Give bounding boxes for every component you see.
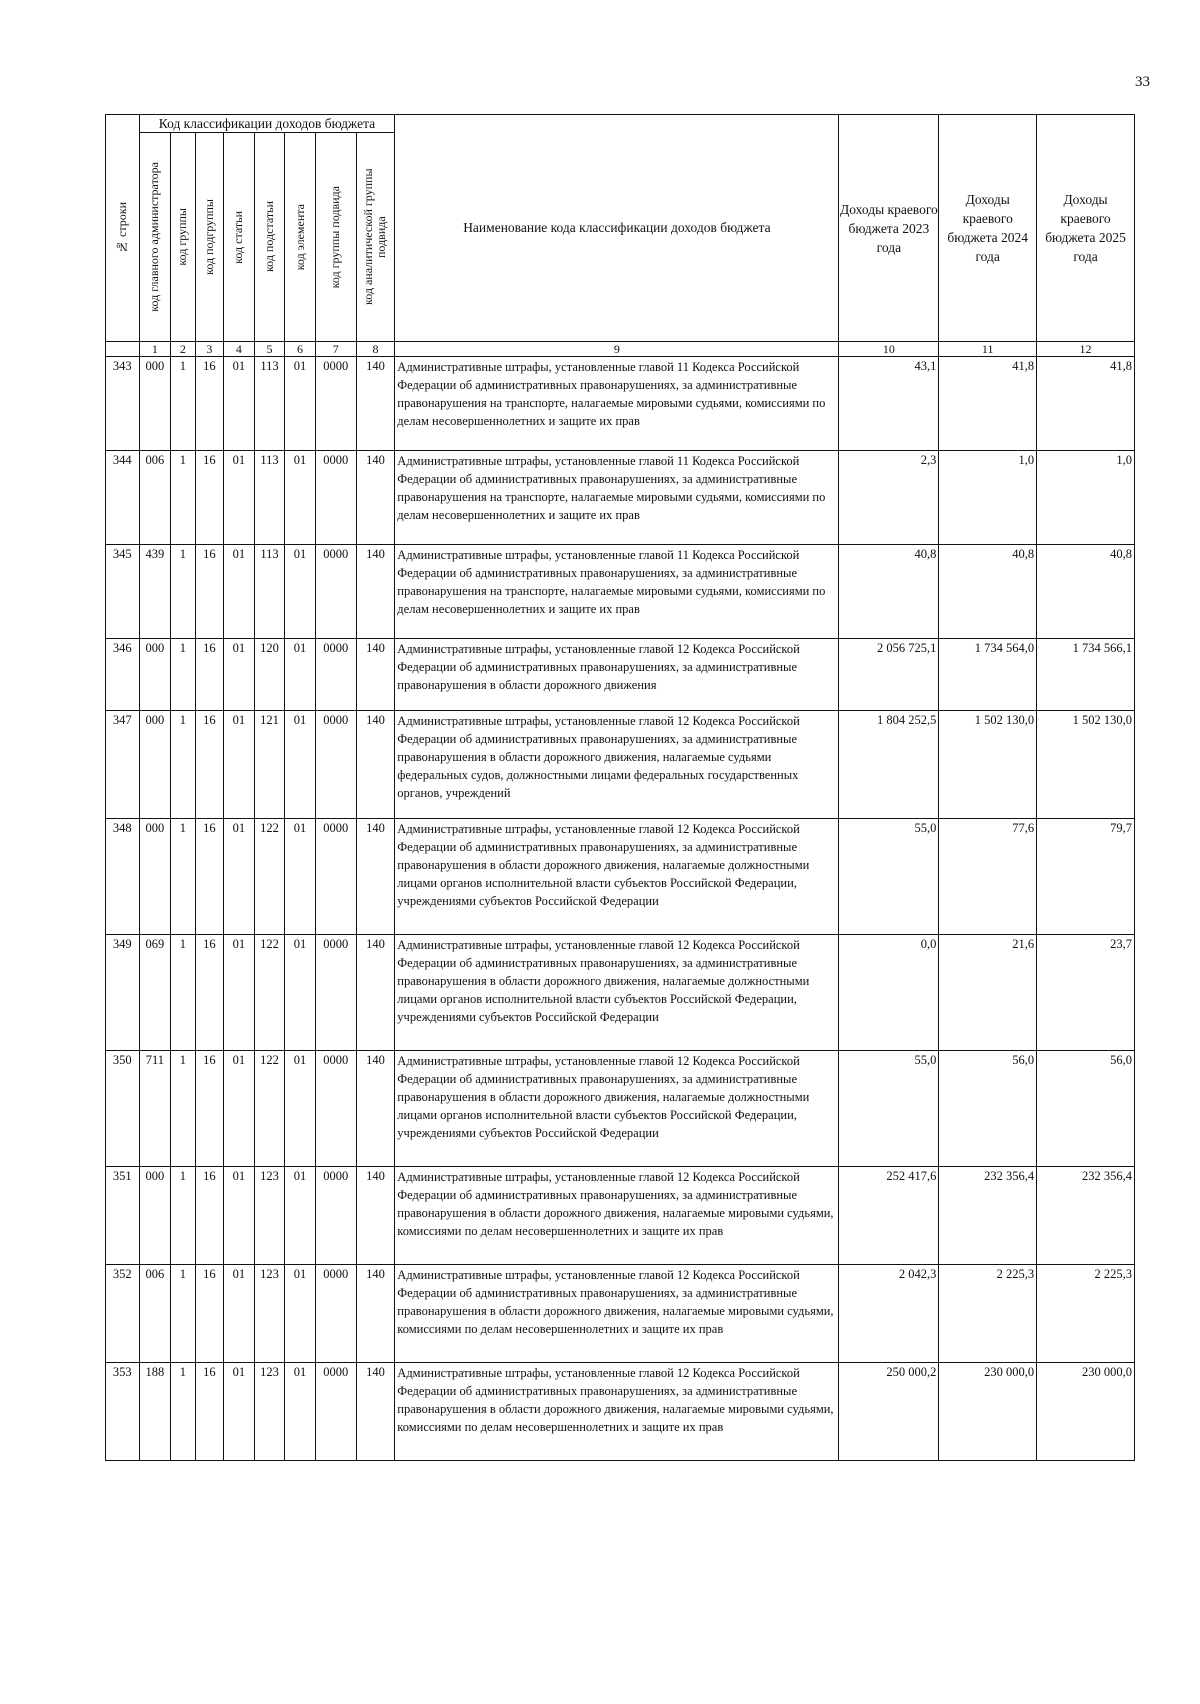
article-code-cell: 01: [224, 357, 255, 451]
income-2024-cell: 2 225,3: [939, 1265, 1037, 1363]
row-number-cell: 343: [106, 357, 140, 451]
subtype-group-code-cell: 0000: [315, 357, 356, 451]
header-subgroup-code: [195, 133, 224, 342]
header-admin-code-label: код главного администратора: [147, 162, 162, 312]
element-code-cell: 01: [285, 1051, 316, 1167]
subgroup-code-cell: 16: [195, 545, 224, 639]
header-group-code: [171, 133, 195, 342]
income-name-cell: Административные штрафы, установленные главой 12 Кодекса Российской Федерации об административных правонарушениях, за административные правонарушения в области дорожного движения, налагаемые мировыми судьями, комиссиями по делам несовершеннолетних и защите их прав: [395, 1363, 839, 1461]
column-number: 7: [315, 342, 356, 357]
income-2025-cell: 2 225,3: [1037, 1265, 1135, 1363]
income-2025-cell: 232 356,4: [1037, 1167, 1135, 1265]
header-subarticle-code-label: код подстатьи: [261, 201, 276, 273]
subarticle-code-cell: 123: [254, 1265, 285, 1363]
subtype-group-code-cell: 0000: [315, 1265, 356, 1363]
element-code-cell: 01: [285, 357, 316, 451]
header-row-group: [106, 115, 1135, 133]
group-code-cell: 1: [171, 451, 195, 545]
element-code-cell: 01: [285, 639, 316, 711]
subgroup-code-cell: 16: [195, 1051, 224, 1167]
analytic-group-code-cell: 140: [356, 935, 395, 1051]
header-analytic-group-code: [356, 133, 395, 342]
table-row: [106, 639, 1135, 711]
income-2023-cell: 43,1: [839, 357, 939, 451]
subgroup-code-cell: 16: [195, 935, 224, 1051]
analytic-group-code-cell: 140: [356, 1265, 395, 1363]
table-row: [106, 1167, 1135, 1265]
article-code-cell: 01: [224, 639, 255, 711]
income-2024-cell: 230 000,0: [939, 1363, 1037, 1461]
header-subgroup-code-label: код подгруппы: [201, 199, 216, 275]
admin-code-cell: 711: [139, 1051, 171, 1167]
header-element-code: [285, 133, 316, 342]
income-name-cell: Административные штрафы, установленные главой 12 Кодекса Российской Федерации об административных правонарушениях, за административные правонарушения в области дорожного движения, налагаемые должностными лицами органов исполнительной власти субъектов Российской Федерации, учреждениями субъектов Российской Федерации: [395, 935, 839, 1051]
subgroup-code-cell: 16: [195, 819, 224, 935]
article-code-cell: 01: [224, 1167, 255, 1265]
income-2025-cell: 41,8: [1037, 357, 1135, 451]
income-2025-cell: 1 734 566,1: [1037, 639, 1135, 711]
column-number: 5: [254, 342, 285, 357]
element-code-cell: 01: [285, 451, 316, 545]
subgroup-code-cell: 16: [195, 451, 224, 545]
admin-code-cell: 000: [139, 639, 171, 711]
row-number-cell: 345: [106, 545, 140, 639]
column-number: 8: [356, 342, 395, 357]
admin-code-cell: 000: [139, 819, 171, 935]
element-code-cell: 01: [285, 1363, 316, 1461]
subarticle-code-cell: 113: [254, 545, 285, 639]
budget-income-table: [105, 114, 1135, 1461]
header-code-group: Код классификации доходов бюджета: [139, 115, 395, 133]
element-code-cell: 01: [285, 935, 316, 1051]
element-code-cell: 01: [285, 1265, 316, 1363]
column-number: 3: [195, 342, 224, 357]
income-name-cell: Административные штрафы, установленные главой 11 Кодекса Российской Федерации об административных правонарушениях, за административные правонарушения на транспорте, налагаемые мировыми судьями, комиссиями по делам несовершеннолетних и защите их прав: [395, 451, 839, 545]
income-2024-cell: 56,0: [939, 1051, 1037, 1167]
article-code-cell: 01: [224, 451, 255, 545]
income-name-cell: Административные штрафы, установленные главой 12 Кодекса Российской Федерации об административных правонарушениях, за административные правонарушения в области дорожного движения, налагаемые мировыми судьями, комиссиями по делам несовершеннолетних и защите их прав: [395, 1265, 839, 1363]
income-2025-cell: 79,7: [1037, 819, 1135, 935]
income-name-cell: Административные штрафы, установленные главой 12 Кодекса Российской Федерации об административных правонарушениях, за административные правонарушения в области дорожного движения, налагаемые должностными лицами органов исполнительной власти субъектов Российской Федерации, учреждениями субъектов Российской Федерации: [395, 819, 839, 935]
column-number: 9: [395, 342, 839, 357]
header-row-no-label: № строки: [114, 202, 129, 254]
table-row: [106, 451, 1135, 545]
header-element-code-label: код элемента: [292, 203, 307, 271]
header-income-2025: Доходы краевого бюджета 2025 года: [1037, 115, 1135, 342]
analytic-group-code-cell: 140: [356, 1051, 395, 1167]
article-code-cell: 01: [224, 1051, 255, 1167]
column-number: 6: [285, 342, 316, 357]
column-number: 2: [171, 342, 195, 357]
header-income-2023: Доходы краевого бюджета 2023 года: [839, 115, 939, 342]
row-number-cell: 349: [106, 935, 140, 1051]
subarticle-code-cell: 120: [254, 639, 285, 711]
admin-code-cell: 000: [139, 357, 171, 451]
element-code-cell: 01: [285, 545, 316, 639]
income-2025-cell: 23,7: [1037, 935, 1135, 1051]
income-2024-cell: 21,6: [939, 935, 1037, 1051]
header-group-code-label: код группы: [175, 208, 190, 266]
group-code-cell: 1: [171, 1051, 195, 1167]
table-row: [106, 935, 1135, 1051]
subarticle-code-cell: 113: [254, 451, 285, 545]
table-row: [106, 1363, 1135, 1461]
income-2023-cell: 55,0: [839, 819, 939, 935]
column-number: 10: [839, 342, 939, 357]
admin-code-cell: 006: [139, 451, 171, 545]
subtype-group-code-cell: 0000: [315, 1363, 356, 1461]
article-code-cell: 01: [224, 711, 255, 819]
income-2024-cell: 1 734 564,0: [939, 639, 1037, 711]
subtype-group-code-cell: 0000: [315, 711, 356, 819]
income-2024-cell: 1 502 130,0: [939, 711, 1037, 819]
article-code-cell: 01: [224, 1363, 255, 1461]
table-row: [106, 545, 1135, 639]
column-numbers-row: [106, 342, 1135, 357]
subgroup-code-cell: 16: [195, 1167, 224, 1265]
column-number: 4: [224, 342, 255, 357]
subtype-group-code-cell: 0000: [315, 1051, 356, 1167]
analytic-group-code-cell: 140: [356, 819, 395, 935]
analytic-group-code-cell: 140: [356, 1167, 395, 1265]
subarticle-code-cell: 113: [254, 357, 285, 451]
article-code-cell: 01: [224, 935, 255, 1051]
subgroup-code-cell: 16: [195, 1265, 224, 1363]
admin-code-cell: 000: [139, 1167, 171, 1265]
income-name-cell: Административные штрафы, установленные главой 11 Кодекса Российской Федерации об административных правонарушениях, за административные правонарушения на транспорте, налагаемые мировыми судьями, комиссиями по делам несовершеннолетних и защите их прав: [395, 545, 839, 639]
group-code-cell: 1: [171, 1167, 195, 1265]
income-2023-cell: 252 417,6: [839, 1167, 939, 1265]
subgroup-code-cell: 16: [195, 357, 224, 451]
subarticle-code-cell: 123: [254, 1167, 285, 1265]
table-row: [106, 1051, 1135, 1167]
header-admin-code: [139, 133, 171, 342]
table-row: [106, 357, 1135, 451]
admin-code-cell: 439: [139, 545, 171, 639]
income-2024-cell: 1,0: [939, 451, 1037, 545]
header-name: Наименование кода классификации доходов бюджета: [395, 115, 839, 342]
income-name-cell: Административные штрафы, установленные главой 12 Кодекса Российской Федерации об административных правонарушениях, за административные правонарушения в области дорожного движения, налагаемые мировыми судьями, комиссиями по делам несовершеннолетних и защите их прав: [395, 1167, 839, 1265]
income-2025-cell: 1,0: [1037, 451, 1135, 545]
table-row: [106, 711, 1135, 819]
subarticle-code-cell: 122: [254, 1051, 285, 1167]
income-2025-cell: 230 000,0: [1037, 1363, 1135, 1461]
subarticle-code-cell: 122: [254, 819, 285, 935]
income-2023-cell: 2,3: [839, 451, 939, 545]
subtype-group-code-cell: 0000: [315, 935, 356, 1051]
admin-code-cell: 069: [139, 935, 171, 1051]
subarticle-code-cell: 121: [254, 711, 285, 819]
subgroup-code-cell: 16: [195, 711, 224, 819]
group-code-cell: 1: [171, 711, 195, 819]
article-code-cell: 01: [224, 1265, 255, 1363]
income-2023-cell: 2 042,3: [839, 1265, 939, 1363]
header-article-code-label: код статьи: [231, 210, 246, 264]
group-code-cell: 1: [171, 639, 195, 711]
group-code-cell: 1: [171, 935, 195, 1051]
element-code-cell: 01: [285, 711, 316, 819]
header-subarticle-code: [254, 133, 285, 342]
income-2025-cell: 40,8: [1037, 545, 1135, 639]
group-code-cell: 1: [171, 819, 195, 935]
analytic-group-code-cell: 140: [356, 451, 395, 545]
article-code-cell: 01: [224, 819, 255, 935]
header-income-2024: Доходы краевого бюджета 2024 года: [939, 115, 1037, 342]
analytic-group-code-cell: 140: [356, 357, 395, 451]
income-2024-cell: 77,6: [939, 819, 1037, 935]
column-number: 12: [1037, 342, 1135, 357]
group-code-cell: 1: [171, 1363, 195, 1461]
element-code-cell: 01: [285, 1167, 316, 1265]
subarticle-code-cell: 123: [254, 1363, 285, 1461]
admin-code-cell: 006: [139, 1265, 171, 1363]
header-article-code: [224, 133, 255, 342]
analytic-group-code-cell: 140: [356, 711, 395, 819]
income-name-cell: Административные штрафы, установленные главой 12 Кодекса Российской Федерации об административных правонарушениях, за административные правонарушения в области дорожного движения, налагаемые судьями федеральных судов, должностными лицами федеральных государственных органов, учреждений: [395, 711, 839, 819]
analytic-group-code-cell: 140: [356, 639, 395, 711]
group-code-cell: 1: [171, 357, 195, 451]
income-2024-cell: 40,8: [939, 545, 1037, 639]
admin-code-cell: 000: [139, 711, 171, 819]
row-number-cell: 353: [106, 1363, 140, 1461]
article-code-cell: 01: [224, 545, 255, 639]
header-row-no: [106, 115, 140, 342]
income-2025-cell: 1 502 130,0: [1037, 711, 1135, 819]
subtype-group-code-cell: 0000: [315, 451, 356, 545]
income-2023-cell: 1 804 252,5: [839, 711, 939, 819]
header-subtype-group-code: [315, 133, 356, 342]
table-row: [106, 819, 1135, 935]
header-subtype-group-code-label: код группы подвида: [328, 185, 343, 289]
header-analytic-group-code-label: код аналитической группы подвида: [361, 168, 389, 306]
income-name-cell: Административные штрафы, установленные главой 12 Кодекса Российской Федерации об административных правонарушениях, за административные правонарушения в области дорожного движения: [395, 639, 839, 711]
subtype-group-code-cell: 0000: [315, 1167, 356, 1265]
subtype-group-code-cell: 0000: [315, 639, 356, 711]
income-name-cell: Административные штрафы, установленные главой 11 Кодекса Российской Федерации об административных правонарушениях, за административные правонарушения на транспорте, налагаемые мировыми судьями, комиссиями по делам несовершеннолетних и защите их прав: [395, 357, 839, 451]
subgroup-code-cell: 16: [195, 1363, 224, 1461]
row-number-cell: 344: [106, 451, 140, 545]
subtype-group-code-cell: 0000: [315, 545, 356, 639]
subtype-group-code-cell: 0000: [315, 819, 356, 935]
row-number-cell: 347: [106, 711, 140, 819]
row-number-cell: 352: [106, 1265, 140, 1363]
analytic-group-code-cell: 140: [356, 545, 395, 639]
row-number-cell: 346: [106, 639, 140, 711]
group-code-cell: 1: [171, 1265, 195, 1363]
group-code-cell: 1: [171, 545, 195, 639]
subarticle-code-cell: 122: [254, 935, 285, 1051]
analytic-group-code-cell: 140: [356, 1363, 395, 1461]
element-code-cell: 01: [285, 819, 316, 935]
income-2025-cell: 56,0: [1037, 1051, 1135, 1167]
subgroup-code-cell: 16: [195, 639, 224, 711]
admin-code-cell: 188: [139, 1363, 171, 1461]
income-name-cell: Административные штрафы, установленные главой 12 Кодекса Российской Федерации об административных правонарушениях, за административные правонарушения в области дорожного движения, налагаемые должностными лицами органов исполнительной власти субъектов Российской Федерации, учреждениями субъектов Российской Федерации: [395, 1051, 839, 1167]
income-2023-cell: 0,0: [839, 935, 939, 1051]
column-number: 11: [939, 342, 1037, 357]
income-2024-cell: 41,8: [939, 357, 1037, 451]
row-number-cell: 348: [106, 819, 140, 935]
column-number-blank: [106, 342, 140, 357]
income-2023-cell: 40,8: [839, 545, 939, 639]
table-row: [106, 1265, 1135, 1363]
income-2023-cell: 250 000,2: [839, 1363, 939, 1461]
row-number-cell: 351: [106, 1167, 140, 1265]
page-number: 33: [1135, 74, 1150, 90]
row-number-cell: 350: [106, 1051, 140, 1167]
column-number: 1: [139, 342, 171, 357]
income-2024-cell: 232 356,4: [939, 1167, 1037, 1265]
income-2023-cell: 2 056 725,1: [839, 639, 939, 711]
income-2023-cell: 55,0: [839, 1051, 939, 1167]
